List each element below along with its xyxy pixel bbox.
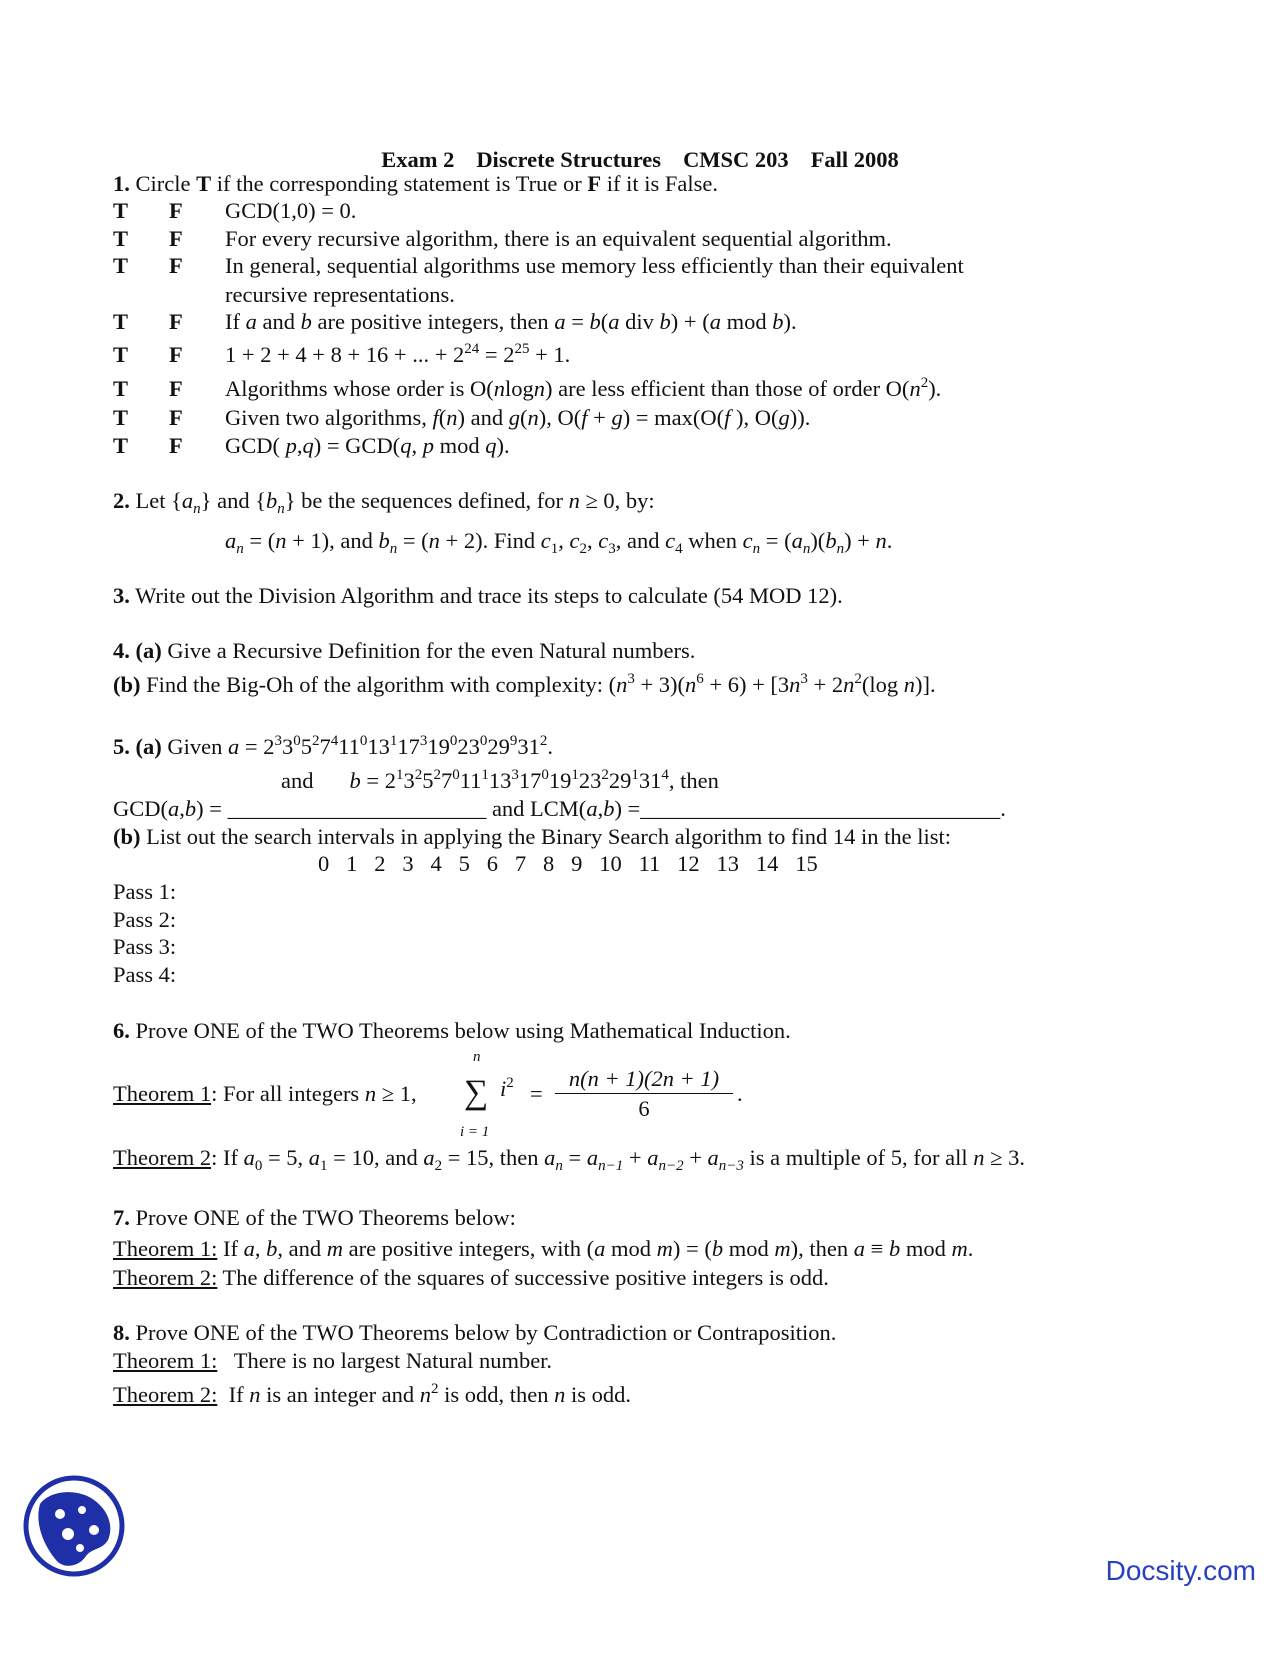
sum-upper-limit: n — [473, 1049, 481, 1065]
equals-sign: = — [530, 1081, 543, 1106]
q6-instruction: 6. Prove ONE of the TWO Theorems below using Mathematical Induction. — [113, 1018, 791, 1043]
prime-base: 5 — [300, 734, 312, 759]
exam-page: Exam 2 Discrete Structures CMSC 203 Fall 2008 1. Circle T if the corresponding statement is True or F if it is False. T F GCD(1,0) = 0. T F For every recursive algorithm, there is an equivalent sequential algorithm. T F In general, sequential algorithms use memory less efficiently than their equivalent recursive representations. T F If a and b are positive integers, then a = b(a div b) + (a mod b). T F 1 + 2 + 4 + 8 + 16 + ... + $2^{24} = 2^{25} + 1$. T F Algorithms whose order is O(nlogn) are less efficient than those of order $O(n^2)$. T F Given two algorithms, f(n) and g(n), O(f + g) = max(O(f ), O(g)). T F GCD( p,q) = GCD(q, p mod q). 2. Let $\{a_n\}$ and $\{b_n\}$ be the sequences defined, for n ≥ 0, by: $a_n = (n + 1)$, and $b_n = (n + 2)$. Find $c_1$, $c_2$, $c_3$, and $c_4$ when $c_n = (a_n)(b_n) + n$. 3. Write out the Division Algorithm and trace its steps to calculate (54 MOD 12). 4. (a) Give a Recursive Definition for the even Natural numbers. (b) Find the Big-Oh of the algorithm with complexity: $(n^3 + 3)(n^6 + 6) + [3n^3 + 2n^2(\log$ n)]. 5. (a) Given $a = 2^33^05^27^411^013^117^319^023^029^931^2$. and $b = 2^13^25^27^011^113^317^019^123^229^131^4$, then GCD(a,b) = _______________________ and LCM(a,b) =________________________________. (b) List out the search intervals in applying the Binary Search algorithm to find 14 in the list: 0 1 2 3 4 5 6 7 8 9 10 11 12 13 14 15 Pass 1: Pass 2: Pass 3: Pass 4: 6. Prove ONE of the TWO Theorems below using Mathematical Induction. n Theorem 1: For all integers n ≥ 1, ∑ $i^2$ = $\frac{n(n + 1)(2n + 1)}{6}$ . i = 1 Theorem 2: If $a_0 = 5$, $a_1 = 10$, and $a_2 = 15$, then $a_n = a_{n-1} + a_{n-2} + a_{n-3}$ is a multiple of 5, for all n ≥ 3. 7. Prove ONE of the TWO Theorems below: Theorem 1: If a, b, and m are positive integers, with (a mod m) = (b mod m), then a ≡ b mod m. Theorem 2: The difference of the squares of successive positive integers is odd. 8. Prove ONE of the TWO Theorems below by Contradiction or Contraposition. Theorem 1: There is no largest Natural number. Theorem 2: If n is an integer and $n^2$ is odd, then n is odd. Docsity.com — [0, 0, 1280, 1656]
prime-base: 23 — [578, 768, 602, 793]
q1-instruction: 1. Circle T if the corresponding statement is True or F if it is False. — [113, 171, 718, 196]
prime-base: 31 — [638, 768, 662, 793]
pass-3-label: Pass 3: — [113, 934, 177, 959]
fraction-numerator: n(n + 1)(2n + 1) — [555, 1068, 733, 1094]
exponent: 0 — [541, 767, 549, 783]
page-title — [0, 147, 1280, 173]
exponent: 1 — [481, 767, 489, 783]
exponent: 3 — [419, 733, 428, 749]
prime-base: 11 — [338, 734, 360, 759]
q8-theorem-2: Theorem 2: If n is an integer and $n^2$ is odd, then n is odd. — [113, 1381, 632, 1407]
q4-part-b: (b) Find the Big-Oh of the algorithm with complexity: $(n^3 + 3)(n^6 + 6) + [3n^3 + 2n^2(\log$ n)]. — [113, 671, 936, 697]
exponent: 3 — [511, 767, 519, 783]
sum-lower-limit: i = 1 — [460, 1124, 490, 1140]
exponent: 2 — [414, 767, 423, 783]
prime-base: 13 — [367, 734, 390, 759]
exponent: 4 — [330, 733, 339, 749]
prime-base: 7 — [440, 768, 453, 793]
exponent: 9 — [509, 733, 518, 749]
sigma-symbol: ∑ — [464, 1074, 489, 1111]
q6-theorem-2: Theorem 2: If $a_0 = 5$, $a_1 = 10$, and $a_2 = 15$, then $a_n = a_{n-1} + a_{n-2} + a_{n-3}$ is a multiple of 5, for all n ≥ 3. — [113, 1145, 1025, 1174]
prime-base: 17 — [397, 734, 420, 759]
theorem-1-period: . — [737, 1081, 743, 1106]
sum-fraction — [555, 1068, 733, 1120]
prime-base: 13 — [488, 768, 512, 793]
pass-1-label: Pass 1: — [113, 879, 177, 904]
exponent: 2 — [433, 767, 441, 783]
prime-base: 7 — [319, 734, 331, 759]
q7-theorem-1: Theorem 1: If a, b, and m are positive integers, with (a mod m) = (b mod m), then a ≡ b mod m. — [113, 1236, 974, 1261]
prime-base: 11 — [459, 768, 482, 793]
q5-part-a-line-1: 5. (a) Given $a = 2^33^05^27^411^013^117^319^023^029^931^2$. — [113, 733, 553, 759]
exponent: 0 — [452, 767, 460, 783]
exponent: 3 — [274, 733, 282, 749]
prime-base: 31 — [517, 734, 540, 759]
exponent: 1 — [395, 767, 404, 783]
term: Fall 2008 — [810, 147, 899, 172]
b-factorization — [396, 768, 661, 793]
exam-label: Exam 2 — [381, 147, 455, 172]
docsity-brand-link[interactable]: Docsity.com — [1105, 1555, 1256, 1586]
q2-line-1: 2. Let $\{a_n\}$ and $\{b_n\}$ be the sequences defined, for n ≥ 0, by: — [113, 488, 655, 517]
prime-base: 3 — [281, 734, 294, 759]
q5-gcd-lcm-line: GCD(a,b) = _______________________ and LCM(a,b) =________________________________. — [113, 796, 1006, 821]
gcd-answer-blank[interactable]: _______________________ — [227, 796, 487, 821]
exponent: 2 — [311, 733, 320, 749]
exponent: 1 — [389, 733, 398, 749]
course-name: Discrete Structures — [476, 147, 662, 172]
prime-base: 29 — [608, 768, 632, 793]
pass-2-label: Pass 2: — [113, 907, 177, 932]
course-code: CMSC 203 — [683, 147, 789, 172]
prime-base: 23 — [457, 734, 480, 759]
q2-line-2: $a_n = (n + 1)$, and $b_n = (n + 2)$. Find $c_1$, $c_2$, $c_3$, and $c_4$ when $c_n = (a_n)(b_n) + n$. — [225, 528, 893, 557]
exponent: 2 — [601, 767, 609, 783]
docsity-logo-icon[interactable] — [22, 1474, 126, 1578]
q8-instruction: 8. Prove ONE of the TWO Theorems below by Contradiction or Contraposition. — [113, 1320, 837, 1345]
q6-theorem-1: Theorem 1: For all integers n ≥ 1, — [113, 1081, 417, 1106]
exponent: 0 — [479, 733, 488, 749]
prime-base: 29 — [487, 734, 510, 759]
exponent: 1 — [571, 767, 579, 783]
exponent: 1 — [631, 767, 639, 783]
prime-base: 3 — [403, 768, 415, 793]
sum-term: $i^2$ — [500, 1075, 514, 1101]
q7-instruction: 7. Prove ONE of the TWO Theorems below: — [113, 1205, 516, 1230]
exponent: 0 — [293, 733, 301, 749]
exponent: 0 — [449, 733, 458, 749]
prime-base: 17 — [518, 768, 542, 793]
q5-part-b: (b) List out the search intervals in applying the Binary Search algorithm to find 14 in the list: — [113, 824, 951, 849]
lcm-answer-blank[interactable]: ________________________________ — [640, 796, 1001, 821]
q5-part-a-line-2: and $b = 2^13^25^27^011^113^317^019^123^229^131^4$, then — [281, 767, 719, 793]
prime-base: 19 — [548, 768, 572, 793]
q5-number-list: 0 1 2 3 4 5 6 7 8 9 10 11 12 13 14 15 — [318, 851, 818, 876]
q4-part-a: 4. (a) Give a Recursive Definition for the even Natural numbers. — [113, 638, 696, 663]
q7-theorem-2: Theorem 2: The difference of the squares of successive positive integers is odd. — [113, 1265, 829, 1290]
q3: 3. Write out the Division Algorithm and trace its steps to calculate (54 MOD 12). — [113, 583, 843, 608]
fraction-denominator: 6 — [638, 1095, 650, 1121]
pass-4-label: Pass 4: — [113, 962, 177, 987]
prime-base: 19 — [427, 734, 450, 759]
q8-theorem-1: Theorem 1: There is no largest Natural number. — [113, 1348, 553, 1373]
a-factorization — [274, 734, 539, 759]
prime-base: 5 — [422, 768, 434, 793]
exponent: 0 — [359, 733, 368, 749]
